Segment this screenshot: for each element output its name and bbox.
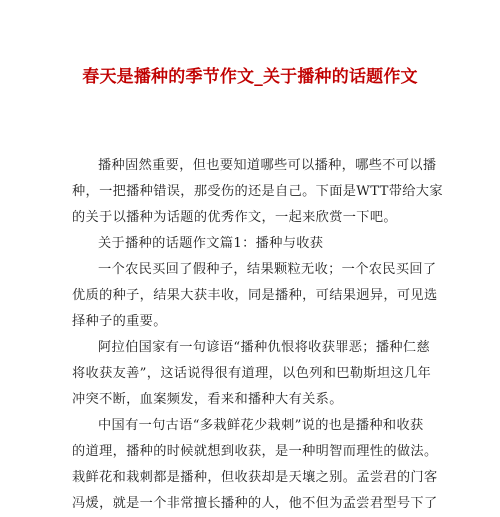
paragraph-line: 播种固然重要，但也要知道哪些可以播种，哪些不可以播	[98, 158, 437, 173]
paragraph-line: 冯煖，就是一个非常擅长播种的人，他不但为孟尝君型号下了	[72, 496, 438, 511]
paragraph-line: 阿拉伯国家有一句谚语“播种仇恨将收获罪恶；播种仁慈	[98, 340, 430, 355]
paragraph-line: 的道理，播种的时候就想到收获，是一种明智而理性的做法。	[72, 444, 438, 459]
paragraph-line: 中国有一句古语“多栽鲜花少栽刺”说的也是播种和收获	[98, 418, 424, 433]
document-title: 春天是播种的季节作文_关于播种的话题作文	[82, 67, 418, 87]
paragraph-line: 一个农民买回了假种子，结果颗粒无收；一个农民买回了	[98, 262, 437, 277]
paragraph-line: 栽鲜花和栽刺都是播种，但收获却是天壤之别。孟尝君的门客	[72, 470, 438, 485]
paragraph-line: 优质的种子，结果大获丰收，同是播种，可结果迥异，可见选	[72, 288, 438, 303]
section-heading: 关于播种的话题作文篇1：播种与收获	[98, 236, 324, 251]
paragraph-line: 种，一把播种错误，那受伤的还是自己。下面是WTT带给大家	[72, 184, 443, 199]
document-body	[72, 153, 443, 517]
paragraph-line: 择种子的重要。	[72, 314, 167, 329]
paragraph-line: 的关于以播种为话题的优秀作文，一起来欣赏一下吧。	[72, 210, 397, 225]
paragraph-line: 冲突不断，血案频发，看来和播种大有关系。	[72, 392, 343, 407]
paragraph-line: 将收获友善”，这话说得很有道理，以色列和巴勒斯坦这几年	[72, 366, 432, 381]
